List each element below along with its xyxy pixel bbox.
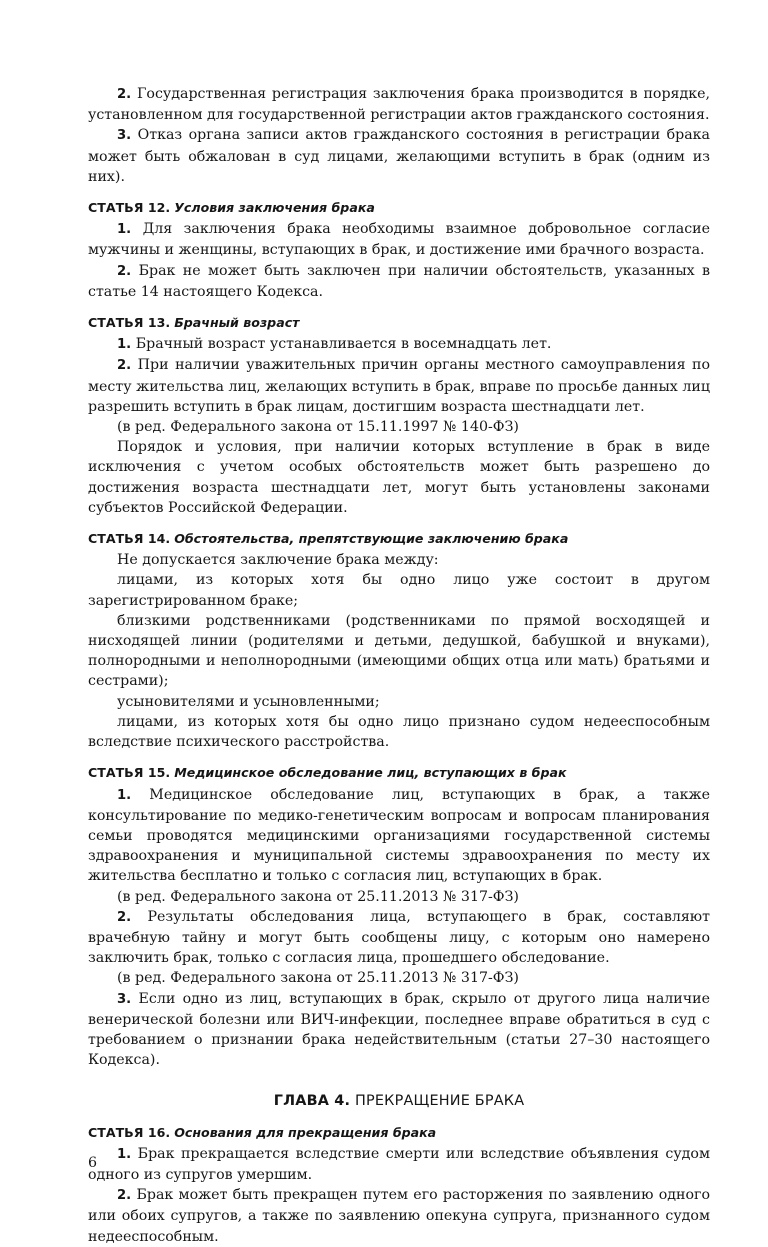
paragraph — [88, 84, 710, 125]
clause-number: 2. — [117, 1188, 132, 1204]
article-title: Условия заключения брака — [174, 200, 375, 216]
paragraph — [88, 712, 710, 752]
paragraph-text: (в ред. Федерального закона от 15.11.1997 № 140-ФЗ) — [117, 419, 519, 436]
paragraph — [88, 785, 710, 887]
article-number: СТАТЬЯ 13. — [88, 315, 171, 331]
paragraph — [88, 355, 710, 417]
clause-number: 1. — [117, 787, 132, 803]
article-number: СТАТЬЯ 16. — [88, 1124, 171, 1140]
clause-number: 1. — [117, 337, 132, 353]
chapter-number: ГЛАВА 4. — [273, 1093, 351, 1110]
paragraph — [88, 907, 710, 969]
paragraph-text: лицами, из которых хотя бы одно лицо признано судом недееспособным вследствие психического расстройства. — [88, 713, 710, 751]
article-heading — [88, 313, 710, 333]
article-heading — [88, 529, 710, 549]
paragraph-text: (в ред. Федерального закона от 25.11.2013 № 317-ФЗ) — [117, 888, 519, 905]
paragraph-text: При наличии уважительных причин органы местного самоуправления по месту жительства лиц, желающих вступить в брак, вправе по просьбе данных лиц разрешить вступить в брак лицам, достигшим возраста шестнадцати лет. — [88, 357, 710, 415]
clause-number: 1. — [117, 222, 132, 238]
paragraph — [88, 1185, 710, 1247]
paragraph-text: Брачный возраст устанавливается в восемнадцать лет. — [135, 336, 552, 353]
article-title: Обстоятельства, препятствующие заключению брака — [174, 531, 569, 547]
page-content — [88, 84, 710, 1247]
article-number: СТАТЬЯ 15. — [88, 765, 171, 781]
article-heading — [88, 1123, 710, 1143]
article-title: Основания для прекращения брака — [174, 1124, 437, 1140]
paragraph-text: Для заключения брака необходимы взаимное добровольное согласие мужчины и женщины, вступающих в брак, и достижение ими брачного возраста. — [88, 221, 710, 259]
paragraph-text: усыновителями и усыновленными; — [117, 693, 380, 710]
paragraph — [88, 989, 710, 1071]
paragraph — [88, 417, 710, 437]
paragraph-text: Брак может быть прекращен путем его расторжения по заявлению одного или обоих супругов, а также по заявлению опекуна супруга, признанного судом недееспособным. — [88, 1187, 710, 1245]
clause-number: 2. — [117, 358, 132, 374]
paragraph-text: Отказ органа записи актов гражданского состояния в регистрации брака может быть обжалован в суд лицами, желающими вступить в брак (одним из них). — [88, 127, 710, 185]
paragraph — [88, 570, 710, 610]
paragraph — [88, 1144, 710, 1185]
article-number: СТАТЬЯ 12. — [88, 200, 171, 216]
paragraph — [88, 611, 710, 692]
clause-number: 1. — [117, 1146, 132, 1162]
paragraph-text: Не допускается заключение брака между: — [117, 552, 439, 569]
paragraph-text: Медицинское обследование лиц, вступающих в брак, а также консультирование по медико-генетическим вопросам и вопросам планирования семьи проводятся медицинскими организациями государственной системы здравоохранения и муниципальной системы здравоохранения по месту их жительства бесплатно и только с согласия лиц, вступающих в брак. — [88, 786, 710, 885]
paragraph-text: (в ред. Федерального закона от 25.11.2013 № 317-ФЗ) — [117, 970, 519, 987]
article-number: СТАТЬЯ 14. — [88, 531, 171, 547]
clause-number: 2. — [117, 909, 132, 925]
paragraph — [88, 437, 710, 518]
article-heading — [88, 763, 710, 783]
page-number: 6 — [88, 1155, 98, 1171]
article-heading — [88, 198, 710, 218]
paragraph-text: Результаты обследования лица, вступающего в брак, составляют врачебную тайну и могут быть сообщены лицу, с которым оно намерено заключить брак, только с согласия лица, прошедшего обследование. — [88, 908, 710, 967]
article-title: Брачный возраст — [174, 315, 300, 331]
chapter-title: ПРЕКРАЩЕНИЕ БРАКА — [354, 1093, 525, 1110]
paragraph-text: лицами, из которых хотя бы одно лицо уже состоит в другом зарегистрированном браке; — [88, 572, 710, 609]
paragraph — [88, 550, 710, 570]
paragraph-text: Государственная регистрация заключения брака производится в порядке, установленном для государственной регистрации актов гражданского состояния. — [88, 86, 710, 124]
chapter-heading — [88, 1091, 710, 1111]
paragraph-text: Брак не может быть заключен при наличии обстоятельств, указанных в статье 14 настоящего Кодекса. — [88, 262, 710, 300]
clause-number: 3. — [117, 991, 132, 1007]
article-title: Медицинское обследование лиц, вступающих в брак — [174, 765, 567, 781]
paragraph — [88, 968, 710, 988]
paragraph — [88, 261, 710, 302]
paragraph — [88, 125, 710, 187]
paragraph — [88, 219, 710, 260]
paragraph-text: Если одно из лиц, вступающих в брак, скрыло от другого лица наличие венерической болезни или ВИЧ-инфекции, последнее вправе обратиться в суд с требованием о признании брака недействительным (статьи 27–30 настоящего Кодекса). — [88, 990, 710, 1069]
paragraph — [88, 692, 710, 712]
paragraph — [88, 887, 710, 907]
paragraph — [88, 334, 710, 355]
paragraph-text: Брак прекращается вследствие смерти или вследствие объявления судом одного из супругов умершим. — [88, 1145, 710, 1183]
clause-number: 3. — [117, 128, 132, 144]
paragraph-text: Порядок и условия, при наличии которых вступление в брак в виде исключения с учетом особых обстоятельств может быть разрешено до достижения возраста шестнадцати лет, могут быть установлены законами субъектов Российской Федерации. — [88, 439, 710, 516]
clause-number: 2. — [117, 263, 132, 279]
paragraph-text: близкими родственниками (родственниками по прямой восходящей и нисходящей линии (родителями и детьми, дедушкой, бабушкой и внуками), полнородными и неполнородными (имеющими общих отца или мать) братьями и сестрами); — [88, 612, 710, 690]
clause-number: 2. — [117, 87, 132, 102]
